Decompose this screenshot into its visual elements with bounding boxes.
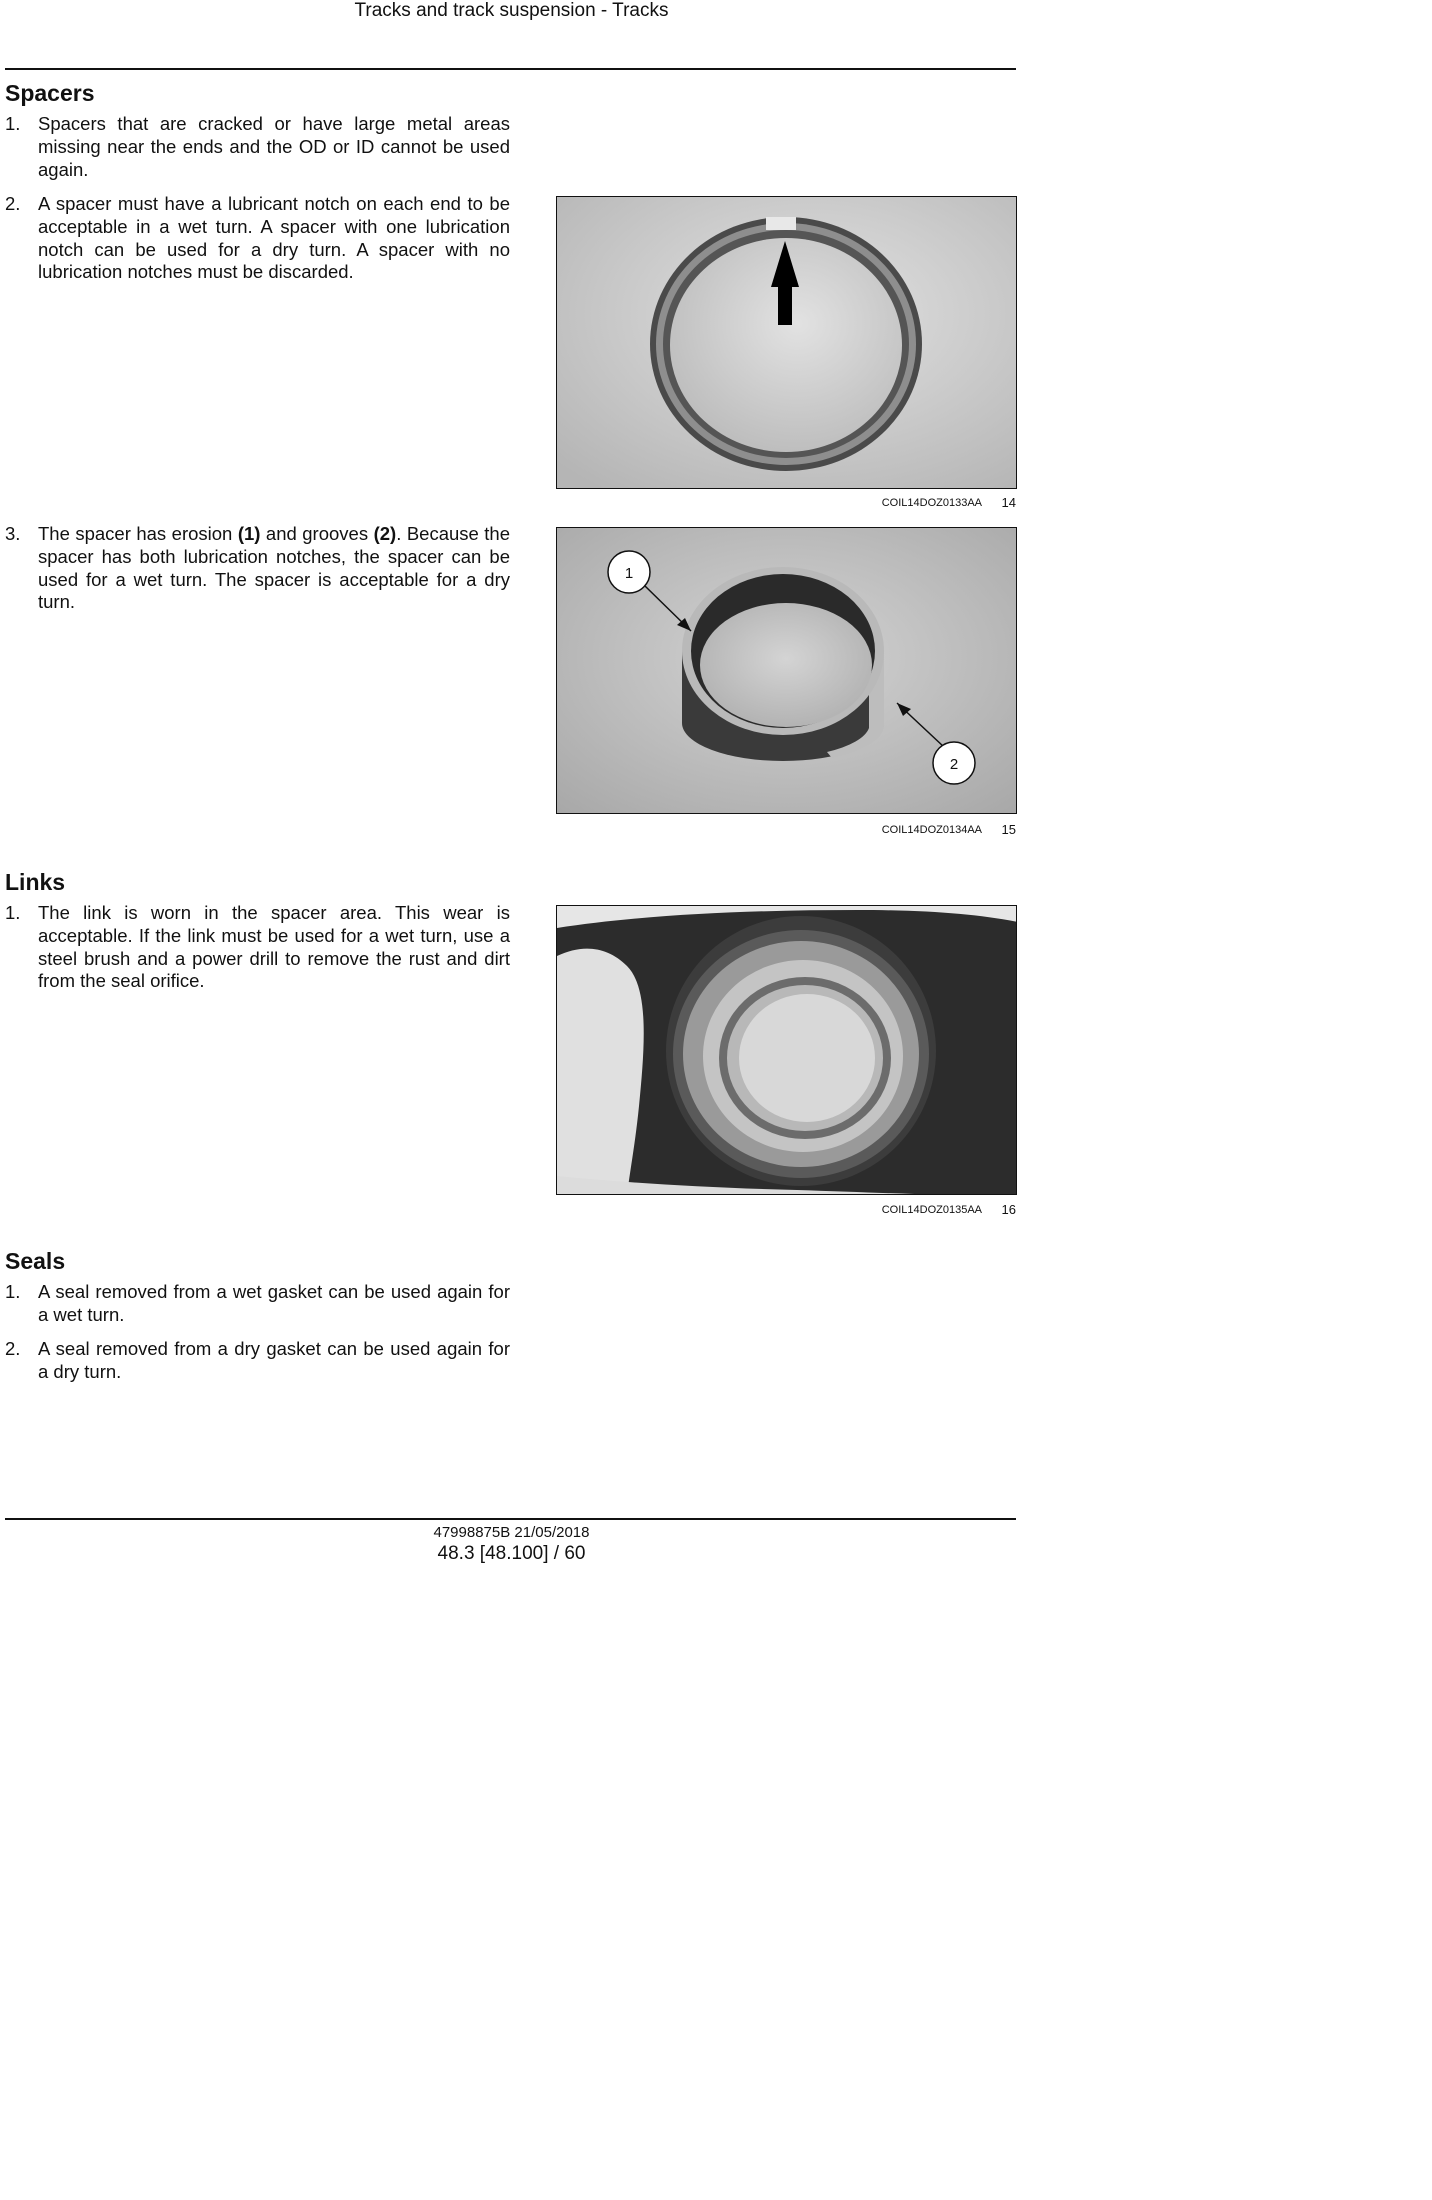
figure-caption xyxy=(556,1202,1017,1218)
figure-spacer-erosion-photo xyxy=(556,527,1017,814)
step-text-part: and grooves xyxy=(260,523,374,544)
step-text: The link is worn in the spacer area. This wear is acceptable. If the link must be used for a wet turn, use a steel brush and a power drill to remove the rust and dirt from the seal orifice. xyxy=(38,902,510,992)
figure-link-seal-orifice-photo xyxy=(556,905,1017,1195)
callout-reference-1: (1) xyxy=(237,523,261,544)
figure-number: 16 xyxy=(1001,1202,1016,1217)
figure-number: 14 xyxy=(1001,495,1016,510)
spacer-notch-photo xyxy=(557,197,1017,489)
spacers-step-1 xyxy=(5,113,510,181)
figure-spacer-notch-photo xyxy=(556,196,1017,489)
step-text-part: The spacer has erosion xyxy=(38,523,238,544)
section-title-spacers: Spacers xyxy=(5,80,95,106)
link-seal-orifice-photo xyxy=(557,906,1017,1195)
figure-number: 15 xyxy=(1001,822,1016,837)
spacers-step-3 xyxy=(5,523,510,614)
step-text: A seal removed from a wet gasket can be used again for a wet turn. xyxy=(38,1281,510,1325)
figure-caption xyxy=(556,495,1017,511)
figure-code: COIL14DOZ0134AA xyxy=(881,824,982,836)
figure-caption xyxy=(556,822,1017,838)
footer-page-reference: 48.3 [48.100] / 60 xyxy=(437,1543,586,1564)
spacers-step-2 xyxy=(5,193,510,284)
step-text: A seal removed from a dry gasket can be used again for a dry turn. xyxy=(38,1338,510,1382)
step-text: Spacers that are cracked or have large metal areas missing near the ends and the OD or ID cannot be used again. xyxy=(38,113,510,180)
callout-2-label: 2 xyxy=(949,756,959,773)
figure-code: COIL14DOZ0133AA xyxy=(881,497,982,509)
step-number: 1. xyxy=(5,1281,21,1302)
section-title-links: Links xyxy=(5,869,66,895)
links-step-1 xyxy=(5,902,510,993)
step-number: 1. xyxy=(5,113,21,134)
callout-1-label: 1 xyxy=(624,565,634,582)
seals-step-1 xyxy=(5,1281,510,1327)
step-number: 3. xyxy=(5,523,21,544)
spacer-erosion-photo xyxy=(557,528,1017,814)
running-header-title: Tracks and track suspension - Tracks xyxy=(354,0,669,21)
footer-document-code: 47998875B 21/05/2018 xyxy=(433,1524,590,1541)
step-text xyxy=(38,523,510,614)
callout-reference-2: (2) xyxy=(373,523,397,544)
step-number: 2. xyxy=(5,1338,21,1359)
footer-rule xyxy=(5,1518,1016,1520)
step-text: A spacer must have a lubricant notch on each end to be acceptable in a wet turn. A spacer with one lubrication notch can be used for a dry turn. A spacer with no lubrication notches must be discarded. xyxy=(38,193,510,283)
step-number: 2. xyxy=(5,193,21,214)
step-number: 1. xyxy=(5,902,21,923)
step-text-part: . Because the spacer has both lubrication notches, the spacer can be used for a wet turn. The spacer is acceptable for a dry turn. xyxy=(38,523,511,613)
seals-step-2 xyxy=(5,1338,510,1384)
header-rule xyxy=(5,68,1016,70)
figure-code: COIL14DOZ0135AA xyxy=(881,1204,982,1216)
section-title-seals: Seals xyxy=(5,1248,66,1274)
